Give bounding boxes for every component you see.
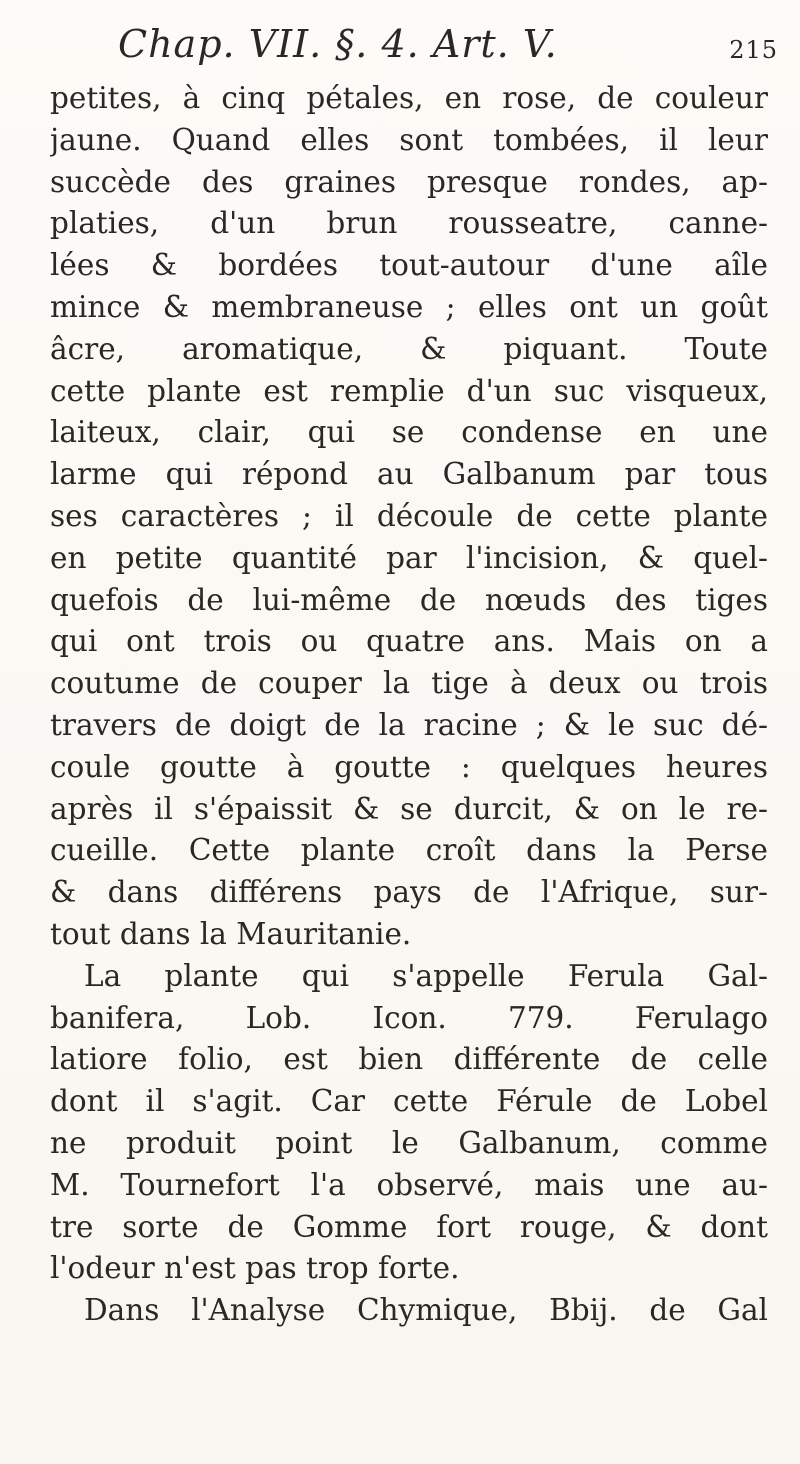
text-line: laiteux, clair, qui se condense en une bbox=[50, 415, 768, 450]
text-line: ne produit point le Galbanum, comme bbox=[50, 1125, 768, 1160]
text-line: qui ont trois ou quatre ans. Mais on a bbox=[50, 624, 768, 659]
running-head bbox=[118, 14, 778, 74]
text-line: platies, d'un brun rousseatre, canne- bbox=[50, 206, 768, 241]
text-line: petites, à cinq pétales, en rose, de couleur bbox=[50, 81, 768, 115]
text-line: après il s'épaissit & se durcit, & on le re- bbox=[50, 791, 768, 826]
text-line: & dans différens pays de l'Afrique, sur- bbox=[50, 875, 768, 910]
text-line: larme qui répond au Galbanum par tous bbox=[50, 457, 768, 492]
text-line: cueille. Cette plante croît dans la Perse bbox=[50, 833, 768, 868]
text-line: latiore folio, est bien différente de celle bbox=[50, 1042, 768, 1077]
text-line: en petite quantité par l'incision, & quel- bbox=[50, 540, 768, 575]
text-line: mince & membraneuse ; elles ont un goût bbox=[50, 289, 768, 324]
text-line: dont il s'agit. Car cette Férule de Lobel bbox=[50, 1084, 768, 1119]
text-line: succède des graines presque rondes, ap- bbox=[50, 164, 768, 199]
text-line: âcre, aromatique, & piquant. Toute bbox=[50, 331, 768, 366]
text-line: tout dans la Mauritanie. bbox=[50, 916, 412, 951]
text-line: cette plante est remplie d'un suc visqueux, bbox=[50, 373, 768, 408]
text-line: banifera, Lob. Icon. 779. Ferulago bbox=[50, 1000, 768, 1035]
text-line: travers de doigt de la racine ; & le suc dé- bbox=[50, 707, 768, 742]
body-text bbox=[50, 78, 768, 1332]
text-line: lées & bordées tout-autour d'une aîle bbox=[50, 248, 768, 283]
page-number: 215 bbox=[729, 36, 778, 64]
running-head-title: Chap. VII. §. 4. Art. V. bbox=[118, 22, 558, 66]
text-line: l'odeur n'est pas trop forte. bbox=[50, 1251, 460, 1286]
text-line: jaune. Quand elles sont tombées, il leur bbox=[50, 122, 768, 157]
text-line: tre sorte de Gomme fort rouge, & dont bbox=[50, 1209, 768, 1244]
text-line: ses caractères ; il découle de cette plante bbox=[50, 498, 768, 533]
text-line: coule goutte à goutte : quelques heures bbox=[50, 749, 768, 784]
text-line: M. Tournefort l'a observé, mais une au- bbox=[50, 1167, 768, 1202]
text-line: La plante qui s'appelle Ferula Gal- bbox=[84, 958, 768, 993]
text-line: coutume de couper la tige à deux ou trois bbox=[50, 666, 768, 701]
text-line: Dans l'Analyse Chymique, Bbij. de Gal bbox=[84, 1293, 768, 1328]
text-line: quefois de lui-même de nœuds des tiges bbox=[50, 582, 768, 617]
